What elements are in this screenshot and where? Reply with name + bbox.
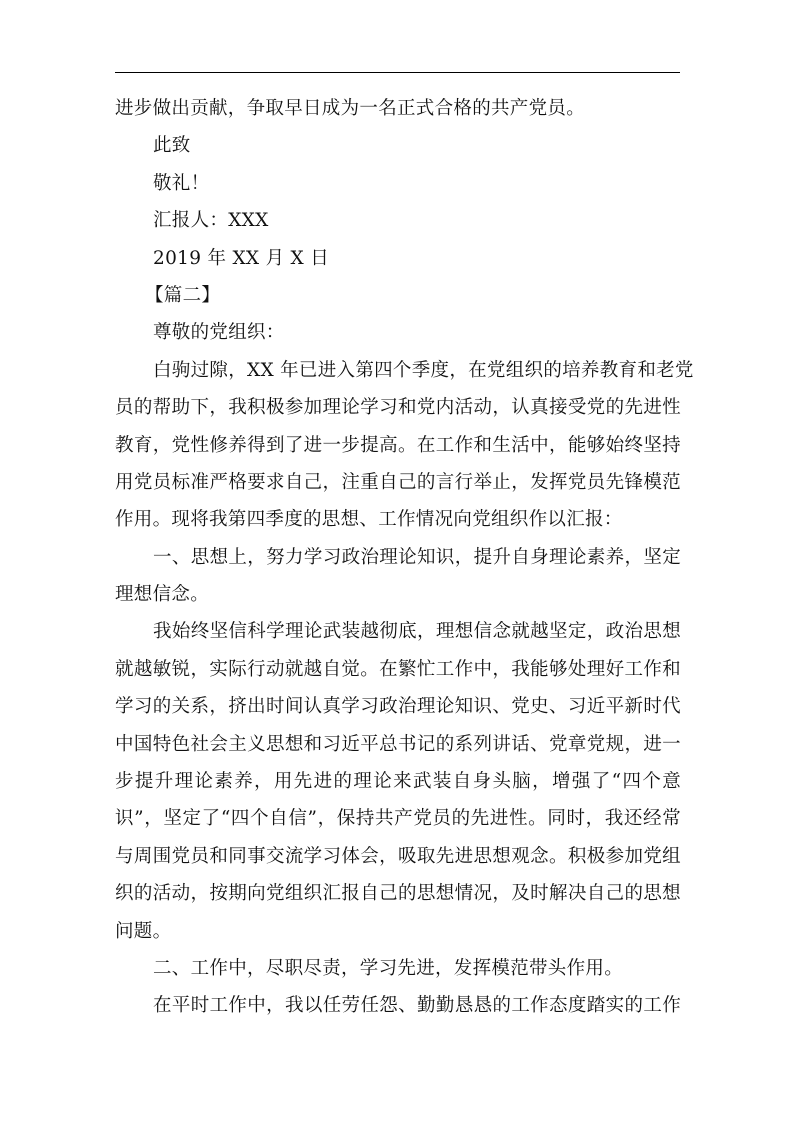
text-line: 在平时工作中，我以任劳任怨、勤勤恳恳的工作态度踏实的工作 — [153, 995, 681, 1017]
text-line: 作用。现将我第四季度的思想、工作情况向党组织作以汇报： — [115, 509, 623, 531]
greeting: 尊敬的党组织： — [153, 322, 285, 344]
text-line: 进步做出贡献，争取早日成为一名正式合格的共产党员。 — [115, 98, 586, 119]
text-line: 员的帮助下，我积极参加理论学习和党内活动，认真接受党的先进性 — [115, 397, 681, 419]
text-line: 识”，坚定了“四个自信”，保持共产党员的先进性。同时，我还经常 — [115, 808, 681, 830]
section-heading: 【篇二】 — [145, 284, 221, 306]
text-line: 与周围党员和同事交流学习体会，吸取先进思想观念。积极参加党组 — [115, 845, 681, 867]
text-line: 白驹过隙，XX 年已进入第四个季度，在党组织的培养教育和老党 — [153, 359, 694, 381]
text-line: 我始终坚信科学理论武装越彻底，理想信念就越坚定，政治思想 — [153, 621, 681, 643]
subsection-heading: 二、工作中，尽职尽责，学习先进，发挥模范带头作用。 — [153, 957, 624, 979]
text-line: 教育，党性修养得到了进一步提高。在工作和生活中，能够始终坚持 — [115, 434, 681, 456]
text-line: 步提升理论素养，用先进的理论来武装自身头脑，增强了“四个意 — [115, 771, 681, 793]
text-line: 就越敏锐，实际行动就越自觉。在繁忙工作中，我能够处理好工作和 — [115, 658, 681, 680]
subsection-heading: 一、思想上，努力学习政治理论知识，提升自身理论素养，坚定 — [153, 546, 681, 568]
header-rule — [115, 72, 680, 73]
text-line: 织的活动，按期向党组织汇报自己的思想情况，及时解决自己的思想 — [115, 883, 681, 905]
text-line: 问题。 — [115, 920, 172, 942]
closing-regards: 敬礼！ — [153, 172, 210, 194]
text-line: 用党员标准严格要求自己，注重自己的言行举止，发挥党员先锋模范 — [115, 471, 681, 493]
text-line: 中国特色社会主义思想和习近平总书记的系列讲话、党章党规，进一 — [115, 733, 681, 755]
text-line: 学习的关系，挤出时间认真学习政治理论知识、党史、习近平新时代 — [115, 696, 681, 718]
report-date: 2019 年 XX 月 X 日 — [153, 247, 329, 269]
reporter-name: 汇报人：XXX — [153, 210, 269, 232]
document-body — [115, 90, 694, 1025]
closing-salutation: 此致 — [153, 135, 191, 157]
subsection-heading-cont: 理想信念。 — [115, 584, 210, 606]
